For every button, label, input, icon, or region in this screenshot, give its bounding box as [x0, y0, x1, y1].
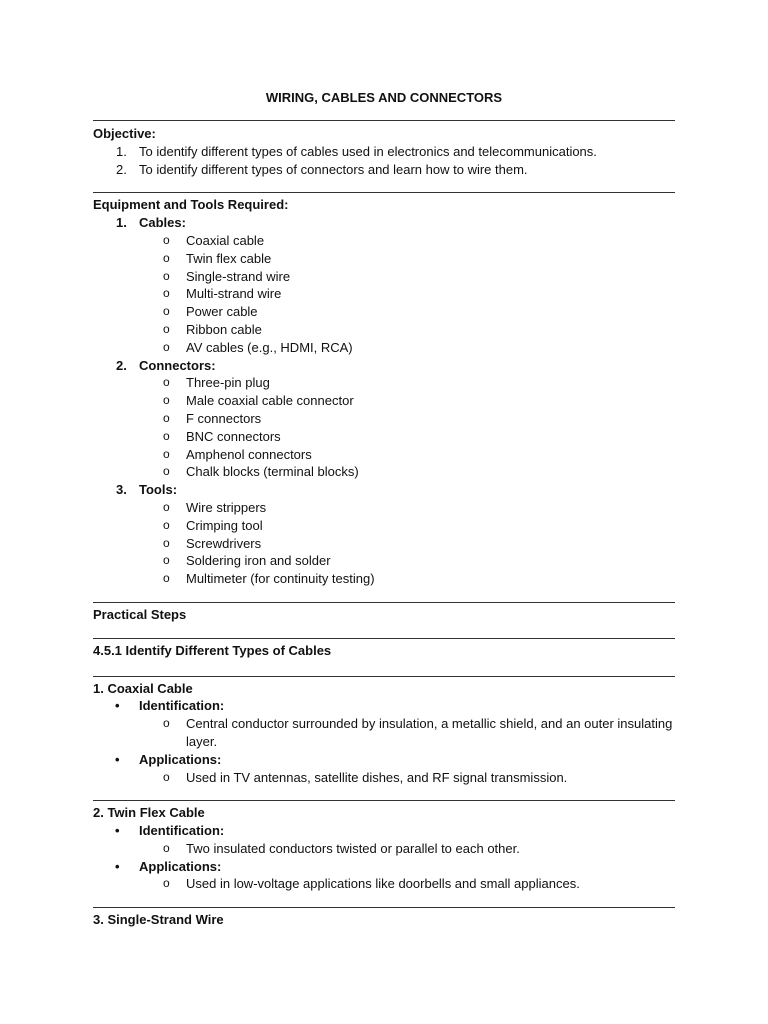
equipment-list-item: o Twin flex cable: [163, 250, 272, 266]
equipment-list-item: o Amphenol connectors: [163, 446, 312, 462]
equipment-list-item: o Male coaxial cable connector: [163, 393, 354, 409]
practical-steps-heading: Practical Steps: [93, 606, 187, 622]
document-title: WIRING, CABLES AND CONNECTORS: [265, 90, 503, 105]
cable-detail: o Two insulated conductors twisted or parallel to each other.: [163, 840, 520, 856]
equipment-list-item: o Wire strippers: [163, 499, 267, 515]
equipment-list-item: o F connectors: [163, 410, 262, 426]
equipment-list-item: o Screwdrivers: [163, 535, 262, 551]
cable-heading: 3. Single-Strand Wire: [93, 912, 224, 928]
equipment-group-label: 2. Connectors:: [116, 357, 216, 373]
objective-item: 1. To identify different types of cables used in electronics and telecommunications.: [116, 143, 597, 159]
cable-heading: 2. Twin Flex Cable: [93, 805, 205, 821]
bullet-item: • Identification:: [115, 823, 225, 839]
equipment-group-label: 3. Tools:: [116, 482, 178, 498]
cable-detail: o Used in TV antennas, satellite dishes, and RF signal transmission.: [163, 769, 568, 785]
equipment-list-item: o Multi-strand wire: [163, 286, 282, 302]
equipment-list-item: o Multimeter (for continuity testing): [163, 571, 375, 587]
cable-detail: o Used in low-voltage applications like doorbells and small appliances.: [163, 876, 580, 892]
equipment-list-item: o AV cables (e.g., HDMI, RCA): [163, 339, 353, 355]
document-content: [93, 89, 675, 929]
objective-heading: Objective:: [93, 126, 156, 141]
equipment-list-item: o Three-pin plug: [163, 375, 270, 391]
objective-item: 2. To identify different types of connectors and learn how to wire them.: [116, 161, 528, 177]
bullet-item: • Applications:: [115, 858, 222, 874]
equipment-list-item: o Crimping tool: [163, 517, 263, 533]
equipment-list-item: o Coaxial cable: [163, 232, 265, 248]
equipment-list-item: o Soldering iron and solder: [163, 553, 331, 569]
equipment-list-item: o BNC connectors: [163, 428, 281, 444]
equipment-list-item: o Power cable: [163, 304, 258, 320]
equipment-group-label: 1. Cables:: [116, 215, 186, 231]
equipment-list-item: o Single-strand wire: [163, 268, 291, 284]
cable-detail: o Central conductor surrounded by insulation, a metallic shield, and an outer insulating layer.: [163, 716, 673, 749]
cable-heading: 1. Coaxial Cable: [93, 680, 193, 696]
equipment-heading: Equipment and Tools Required:: [93, 197, 289, 213]
equipment-list-item: o Ribbon cable: [163, 321, 262, 337]
bullet-item: • Applications:: [115, 751, 222, 767]
section-heading: 4.5.1 Identify Different Types of Cables: [93, 642, 332, 658]
equipment-list-item: o Chalk blocks (terminal blocks): [163, 464, 359, 480]
bullet-item: • Identification:: [115, 698, 225, 714]
